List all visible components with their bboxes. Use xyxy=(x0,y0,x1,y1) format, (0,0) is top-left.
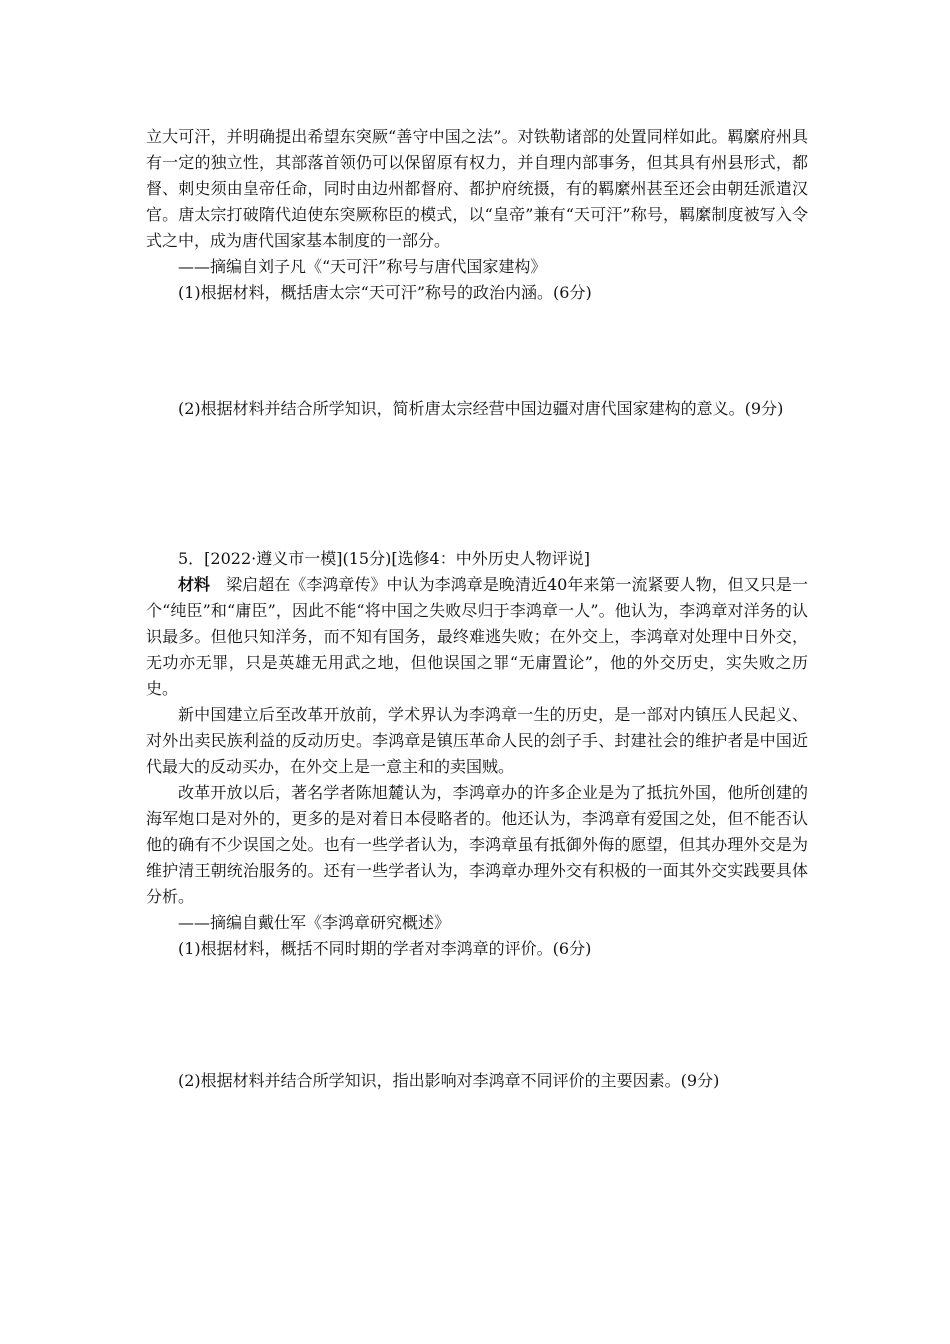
question-4-2: (2)根据材料并结合所学知识，简析唐太宗经营中国边疆对唐代国家建构的意义。(9分) xyxy=(178,399,784,418)
material-source: ——摘编自刘子凡《“天可汗”称号与唐代国家建构》 xyxy=(178,257,547,276)
question-4-1: (1)根据材料，概括唐太宗“天可汗”称号的政治内涵。(6分) xyxy=(178,283,592,302)
question-4-2-block xyxy=(146,396,808,422)
material-source-2: ——摘编自戴仕军《李鸿章研究概述》 xyxy=(178,913,451,932)
material-label: 材料 xyxy=(178,575,211,594)
material-paragraph-2: 新中国建立后至改革开放前，学术界认为李鸿章一生的历史，是一部对内镇压人民起义、对外出卖民族利益的反动历史。李鸿章是镇压革命人民的刽子手、封建社会的维护者是中国近代最大的反动买办，在外交上是一意主和的卖国贼。 xyxy=(146,705,808,776)
material-paragraph-1 xyxy=(146,572,808,702)
question-5-header: 5．[2022·遵义市一模](15分)[选修4：中外历史人物评说] xyxy=(178,549,590,568)
material-text: 立大可汗，并明确提出希望东突厥“善守中国之法”。对铁勒诸部的处置同样如此。羁縻府州具有一定的独立性，其部落首领仍可以保留原有权力，并自理内部事务，但其具有州县形式，都督、刺史须由皇帝任命，同时由边州都督府、都护府统摄，有的羁縻州甚至还会由朝廷派遣汉官。唐太宗打破隋代迫使东突厥称臣的模式，以“皇帝”兼有“天可汗”称号，羁縻制度被写入令式之中，成为唐代国家基本制度的一部分。 xyxy=(146,127,808,250)
material-paragraph-1-text: 梁启超在《李鸿章传》中认为李鸿章是晚清近40年来第一流紧要人物，但又只是一个“纯臣”和“庸臣”，因此不能“将中国之失败尽归于李鸿章一人”。他认为，李鸿章对洋务的认识最多。但他只知洋务，而不知有国务，最终难逃失败；在外交上，李鸿章对处理中日外交，无功亦无罪，只是英雄无用武之地，但他误国之罪“无庸置论”，他的外交历史，实失败之历史。 xyxy=(146,575,808,698)
question-5-1: (1)根据材料，概括不同时期的学者对李鸿章的评价。(6分) xyxy=(178,939,592,958)
material-paragraph-3: 改革开放以后，著名学者陈旭麓认为，李鸿章办的许多企业是为了抵抗外国，他所创建的海军炮口是对外的，更多的是对着日本侵略者的。他还认为，李鸿章有爱国之处，但不能否认他的确有不少误国之处。也有一些学者认为，李鸿章虽有抵御外侮的愿望，但其办理外交是为维护清王朝统治服务的。还有一些学者认为，李鸿章办理外交有积极的一面其外交实践要具体分析。 xyxy=(146,783,808,906)
question-5-2-block xyxy=(146,1068,808,1094)
material-paragraph-tiankehan xyxy=(146,124,808,306)
question-5-block xyxy=(146,546,808,962)
question-5-2: (2)根据材料并结合所学知识，指出影响对李鸿章不同评价的主要因素。(9分) xyxy=(178,1071,720,1090)
